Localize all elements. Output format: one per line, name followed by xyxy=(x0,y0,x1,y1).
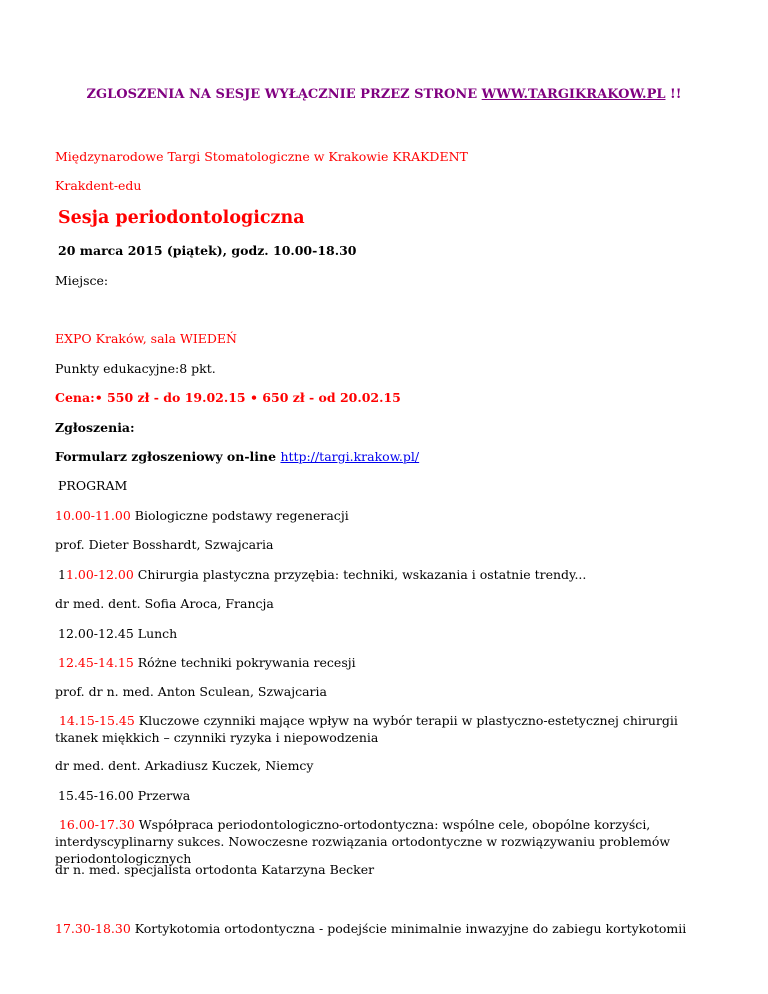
program-item xyxy=(55,712,720,746)
registration-banner xyxy=(0,86,768,104)
banner-link[interactable]: WWW.TARGIKRAKOW.PL xyxy=(481,87,666,102)
series-name: Krakdent-edu xyxy=(55,178,142,193)
program-speaker: dr n. med. specjalista ortodonta Katarzyna Becker xyxy=(55,862,375,877)
fair-name: Międzynarodowe Targi Stomatologiczne w Krakowie KRAKDENT xyxy=(55,149,468,164)
session-title: Sesja periodontologiczna xyxy=(58,208,305,228)
form-link[interactable]: http://targi.krakow.pl/ xyxy=(280,449,420,464)
program-speaker: prof. dr n. med. Anton Sculean, Szwajcaria xyxy=(55,684,327,699)
registration-label: Zgłoszenia: xyxy=(55,420,135,435)
program-time: 10.00-11.00 xyxy=(55,508,131,523)
program-time: 17.30-18.30 xyxy=(55,921,131,936)
program-topic: Różne techniki pokrywania recesji xyxy=(133,655,356,670)
program-item xyxy=(55,921,686,937)
program-label: PROGRAM xyxy=(58,478,128,493)
place-label: Miejsce: xyxy=(55,273,109,288)
program-time-prefix: 1 xyxy=(58,567,66,582)
program-topic: Kortykotomia ortodontyczna - podejście minimalnie inwazyjne do zabiegu kortykotomii xyxy=(130,921,687,936)
banner-text: ZGLOSZENIA NA SESJE WYŁĄCZNIE PRZEZ STRONE xyxy=(86,87,482,102)
program-speaker: dr med. dent. Sofia Aroca, Francja xyxy=(55,596,274,611)
program-topic: Biologiczne podstawy regeneracji xyxy=(130,508,349,523)
program-topic: Współpraca periodontologiczno-ortodontyczna: wspólne cele, obopólne korzyści, interdyscyplinarny sukces. Nowoczesne rozwiązania ortodontyczne w rozwiązywaniu problemów periodontologicznych xyxy=(55,817,671,866)
program-speaker: prof. Dieter Bosshardt, Szwajcaria xyxy=(55,537,274,552)
education-points: Punkty edukacyjne:8 pkt. xyxy=(55,361,216,376)
program-item xyxy=(55,816,720,867)
program-time: 12.45-14.15 xyxy=(58,655,134,670)
program-time: 1.00-12.00 xyxy=(65,567,134,582)
program-time: 16.00-17.30 xyxy=(58,817,135,832)
program-topic: Chirurgia plastyczna przyzębia: techniki, wskazania i ostatnie trendy... xyxy=(133,567,587,582)
form-label: Formularz zgłoszeniowy on-line xyxy=(55,449,281,464)
price: Cena:• 550 zł - do 19.02.15 • 650 zł - od 20.02.15 xyxy=(55,390,401,405)
banner-suffix: !! xyxy=(665,87,682,102)
program-item xyxy=(58,655,356,671)
program-topic: Kluczowe czynniki mające wpływ na wybór terapii w plastyczno-estetycznej chirurgii tkanek miękkich – czynniki ryzyka i niepowodzenia xyxy=(55,713,678,745)
program-item xyxy=(58,567,586,583)
program-item xyxy=(55,508,349,524)
program-time: 14.15-15.45 xyxy=(58,713,135,728)
program-break: 15.45-16.00 Przerwa xyxy=(58,788,191,803)
venue: EXPO Kraków, sala WIEDEŃ xyxy=(55,331,237,346)
program-break: 12.00-12.45 Lunch xyxy=(58,626,178,641)
form-line xyxy=(55,449,419,465)
program-speaker: dr med. dent. Arkadiusz Kuczek, Niemcy xyxy=(55,758,314,773)
session-date: 20 marca 2015 (piątek), godz. 10.00-18.30 xyxy=(58,243,357,258)
